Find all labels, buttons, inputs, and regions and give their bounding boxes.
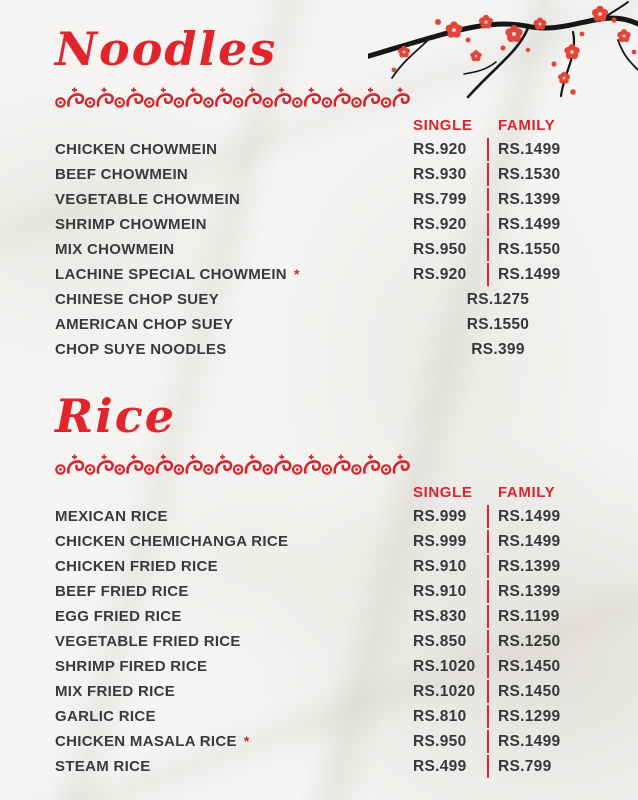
menu-item-row [55, 287, 583, 312]
columns-header [55, 115, 583, 135]
price-single: RS.1020 [413, 657, 476, 675]
price-single: RS.910 [413, 582, 467, 600]
menu-item-row [55, 137, 583, 162]
item-name [55, 508, 413, 525]
item-name-text: SHRIMP FIRED RICE [55, 658, 208, 675]
ornamental-border-icon [55, 452, 411, 478]
item-name-text: GARLIC RICE [55, 708, 156, 725]
column-header-family: FAMILY [498, 116, 556, 134]
column-header-single: SINGLE [413, 483, 473, 501]
item-name-text: CHICKEN FRIED RICE [55, 558, 218, 575]
price-family: RS.1499 [498, 140, 561, 158]
menu-item-row [55, 187, 583, 212]
price-single: RS.810 [413, 707, 467, 725]
item-name-text: CHOP SUYE NOODLES [55, 341, 227, 358]
item-name-text: BEEF CHOWMEIN [55, 166, 189, 183]
menu-item-row [55, 237, 583, 262]
price-family: RS.1499 [498, 507, 561, 525]
price-family: RS.1450 [498, 657, 561, 675]
price-family: RS.1499 [498, 532, 561, 550]
menu-item-row [55, 679, 583, 704]
item-name [55, 733, 413, 750]
section-noodles [55, 20, 583, 362]
menu-item-row [55, 704, 583, 729]
price-family: RS.1450 [498, 682, 561, 700]
item-name-text: VEGETABLE FRIED RICE [55, 633, 241, 650]
price-single: RS.399 [471, 340, 525, 358]
menu-item-row [55, 262, 583, 287]
price-family: RS.799 [498, 757, 552, 775]
price-single: RS.999 [413, 532, 467, 550]
price-single: RS.930 [413, 165, 467, 183]
menu-item-row [55, 754, 583, 779]
menu-item-row [55, 312, 583, 337]
price-single: RS.1550 [466, 315, 530, 333]
item-name-text: SHRIMP CHOWMEIN [55, 216, 207, 233]
price-family: RS.1399 [498, 190, 561, 208]
item-name [55, 266, 413, 283]
item-name [55, 191, 413, 208]
item-name-text: LACHINE SPECIAL CHOWMEIN [55, 266, 287, 283]
item-name-text: CHICKEN MASALA RICE [55, 733, 237, 750]
price-single: RS.1275 [466, 290, 530, 308]
price-single: RS.950 [413, 240, 467, 258]
price-family: RS.1299 [498, 707, 561, 725]
price-single: RS.499 [413, 757, 467, 775]
menu-item-row [55, 654, 583, 679]
menu-item-row [55, 162, 583, 187]
spicy-star-icon: * [293, 266, 300, 282]
menu-item-row [55, 579, 583, 604]
menu-item-row [55, 554, 583, 579]
item-name-text: AMERICAN CHOP SUEY [55, 316, 234, 333]
section-title: Rice [55, 389, 176, 443]
menu-item-row [55, 504, 583, 529]
menu-item-row [55, 529, 583, 554]
spicy-star-icon: * [243, 733, 250, 749]
item-name [55, 558, 413, 575]
price-family: RS.1499 [498, 732, 561, 750]
menu-item-row [55, 729, 583, 754]
item-name [55, 633, 413, 650]
item-name [55, 658, 413, 675]
price-single: RS.830 [413, 607, 467, 625]
price-single: RS.920 [413, 265, 467, 283]
price-family: RS.1399 [498, 557, 561, 575]
item-name [55, 166, 413, 183]
menu-item-row [55, 212, 583, 237]
columns-header [55, 482, 583, 502]
price-single: RS.799 [413, 190, 467, 208]
column-header-family: FAMILY [498, 483, 556, 501]
item-name-text: MIX FRIED RICE [55, 683, 176, 700]
item-name-text: VEGETABLE CHOWMEIN [55, 191, 241, 208]
item-name [55, 708, 413, 725]
price-family: RS.1199 [498, 607, 560, 625]
item-name [55, 683, 413, 700]
item-name-text: CHINESE CHOP SUEY [55, 291, 220, 308]
item-name-text: STEAM RICE [55, 758, 151, 775]
ornamental-border-icon [55, 85, 411, 111]
item-name [55, 291, 413, 308]
item-name [55, 241, 413, 258]
item-name-text: CHICKEN CHOWMEIN [55, 141, 218, 158]
item-name-text: BEEF FRIED RICE [55, 583, 189, 600]
price-single: RS.920 [413, 215, 467, 233]
item-name-text: MIX CHOWMEIN [55, 241, 175, 258]
item-name [55, 608, 413, 625]
item-name [55, 141, 413, 158]
item-name [55, 341, 413, 358]
price-family: RS.1499 [498, 265, 561, 283]
price-single: RS.950 [413, 732, 467, 750]
item-name-text: MEXICAN RICE [55, 508, 168, 525]
price-family: RS.1550 [498, 240, 561, 258]
price-single: RS.920 [413, 140, 467, 158]
price-family: RS.1499 [498, 215, 561, 233]
menu-item-row [55, 604, 583, 629]
menu-item-row [55, 337, 583, 362]
price-single: RS.1020 [413, 682, 476, 700]
item-name [55, 316, 413, 333]
menu-item-row [55, 629, 583, 654]
noodles-rows [55, 137, 583, 362]
price-single: RS.999 [413, 507, 467, 525]
item-name [55, 533, 413, 550]
price-family: RS.1530 [498, 165, 561, 183]
item-name [55, 583, 413, 600]
section-rice [55, 387, 583, 779]
price-family: RS.1399 [498, 582, 561, 600]
column-header-single: SINGLE [413, 116, 473, 134]
price-single: RS.850 [413, 632, 467, 650]
price-family: RS.1250 [498, 632, 561, 650]
item-name [55, 758, 413, 775]
item-name-text: EGG FRIED RICE [55, 608, 182, 625]
rice-rows [55, 504, 583, 779]
item-name [55, 216, 413, 233]
price-single: RS.910 [413, 557, 467, 575]
item-name-text: CHICKEN CHEMICHANGA RICE [55, 533, 289, 550]
section-title: Noodles [55, 22, 278, 76]
